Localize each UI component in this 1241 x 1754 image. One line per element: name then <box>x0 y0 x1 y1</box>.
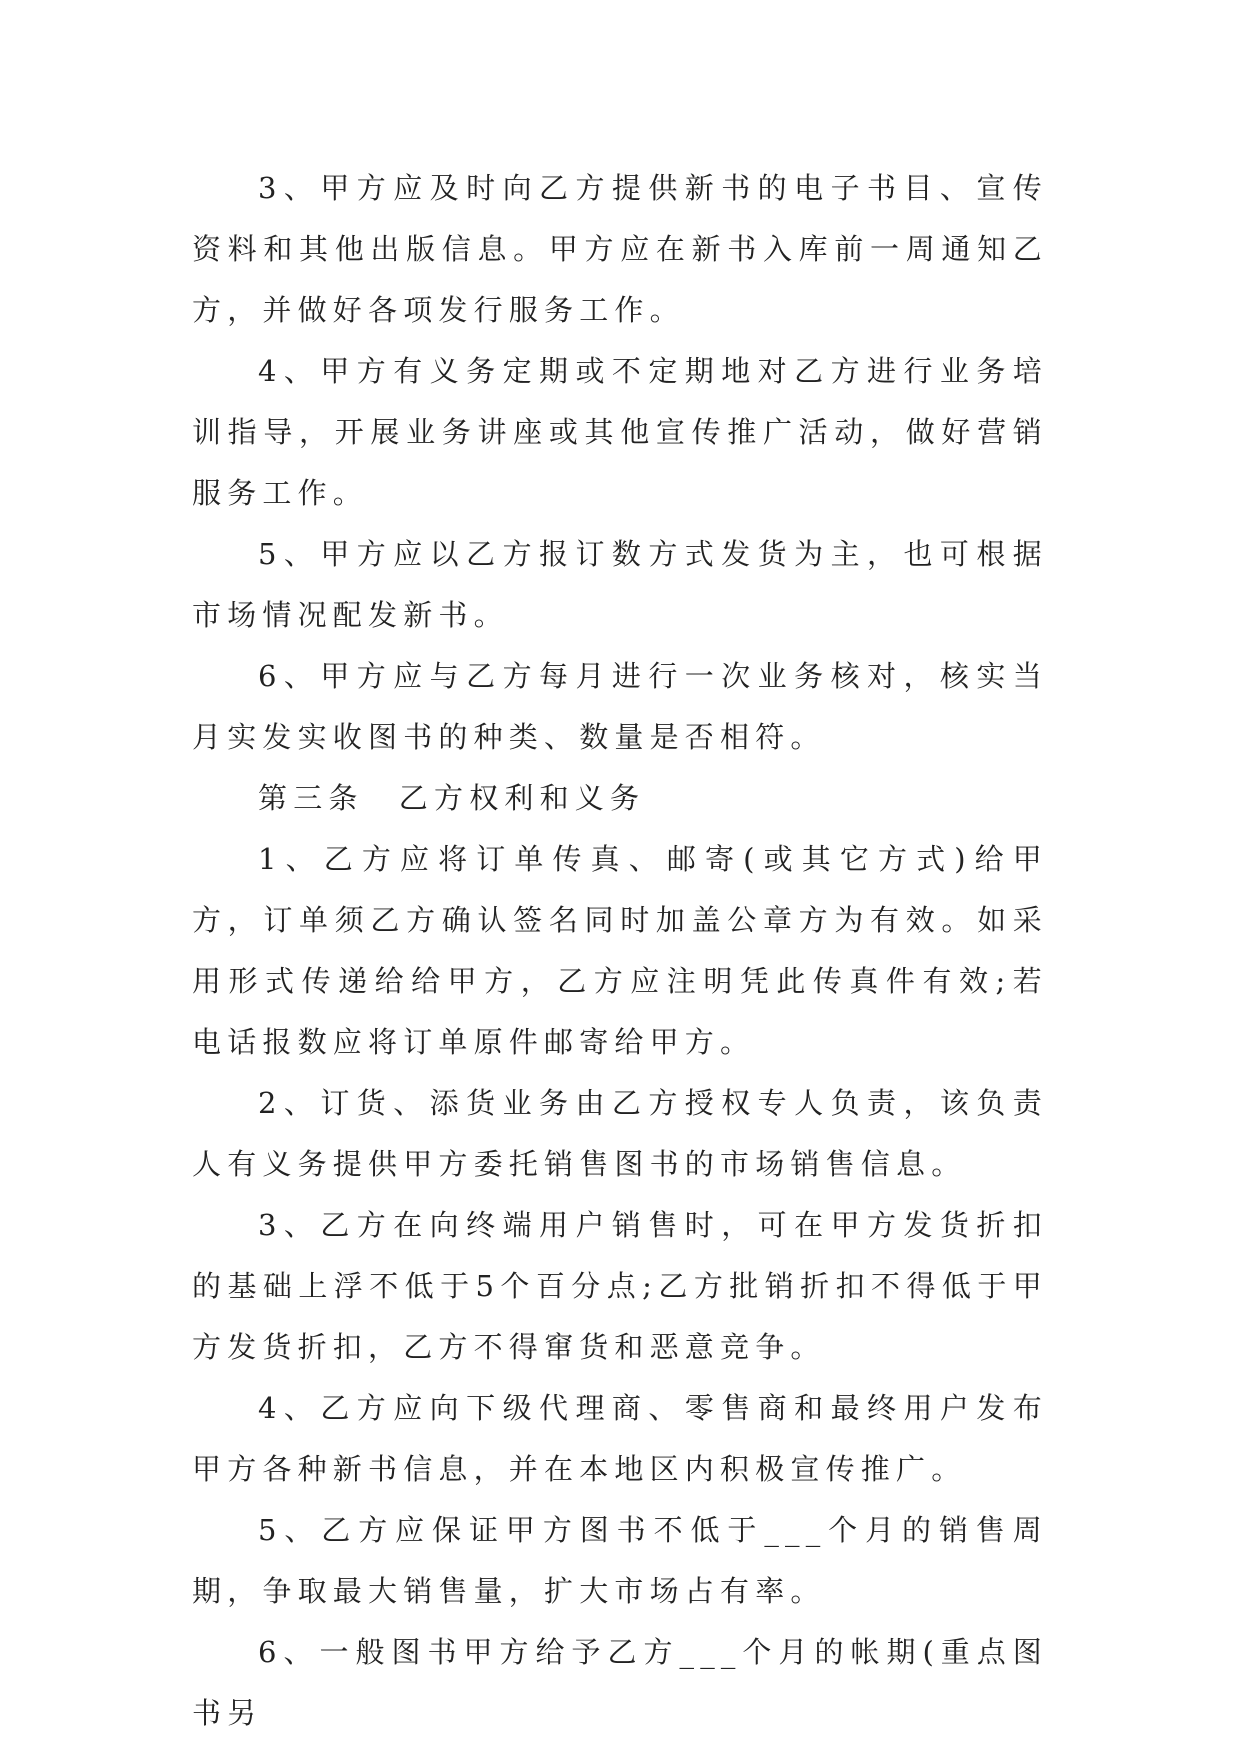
paragraph-clause-3-info: 3、甲方应及时向乙方提供新书的电子书目、宣传资料和其他出版信息。甲方应在新书入库前一周通知乙方，并做好各项发行服务工作。 <box>192 171 1048 327</box>
paragraph-clause-6-reconciliation: 6、甲方应与乙方每月进行一次业务核对，核实当月实发实收图书的种类、数量是否相符。 <box>192 659 1048 754</box>
paragraph-clause-2-ordering-agent: 2、订货、添货业务由乙方授权专人负责，该负责人有义务提供甲方委托销售图书的市场销售信息。 <box>192 1086 1048 1181</box>
paragraph-clause-4-training: 4、甲方有义务定期或不定期地对乙方进行业务培训指导，开展业务讲座或其他宣传推广活动，做好营销服务工作。 <box>192 354 1048 510</box>
paragraph-clause-6-credit-period: 6、一般图书甲方给予乙方___个月的帐期(重点图书另 <box>192 1635 1048 1730</box>
document-body <box>192 158 1048 1744</box>
section-heading-article-3: 第三条 乙方权利和义务 <box>258 781 646 815</box>
paragraph-clause-1-orders: 1、乙方应将订单传真、邮寄(或其它方式)给甲方，订单须乙方确认签名同时加盖公章方为有效。如采用形式传递给给甲方，乙方应注明凭此传真件有效;若电话报数应将订单原件邮寄给甲方。 <box>192 842 1048 1059</box>
paragraph-clause-5-sales-period: 5、乙方应保证甲方图书不低于___个月的销售周期，争取最大销售量，扩大市场占有率。 <box>192 1513 1048 1608</box>
paragraph-clause-3-discount: 3、乙方在向终端用户销售时，可在甲方发货折扣的基础上浮不低于5个百分点;乙方批销折扣不得低于甲方发货折扣，乙方不得窜货和恶意竞争。 <box>192 1208 1048 1364</box>
paragraph-clause-4-promotion: 4、乙方应向下级代理商、零售商和最终用户发布甲方各种新书信息，并在本地区内积极宣传推广。 <box>192 1391 1048 1486</box>
paragraph-clause-5-shipping: 5、甲方应以乙方报订数方式发货为主，也可根据市场情况配发新书。 <box>192 537 1048 632</box>
